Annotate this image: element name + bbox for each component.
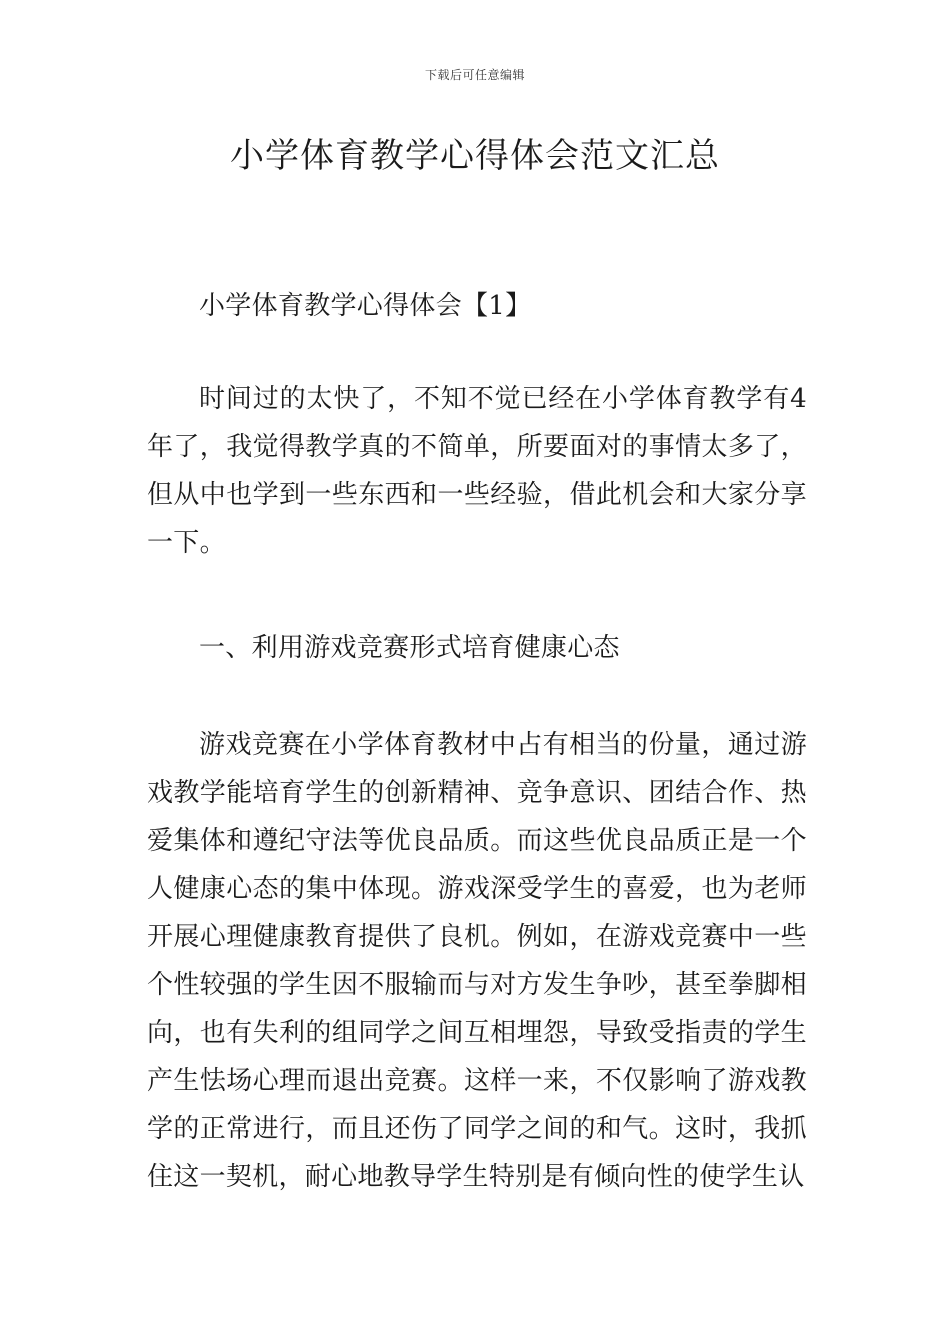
document-title: 小学体育教学心得体会范文汇总 [230,136,720,176]
section-heading: 一、利用游戏竞赛形式培育健康心态 [199,633,620,663]
header-note: 下载后可任意编辑 [424,68,525,82]
intro-paragraph: 时间过的太快了，不知不觉已经在小学体育教学有4年了，我觉得教学真的不简单，所要面对的事情太多了，但从中也学到一些东西和一些经验，借此机会和大家分享一下。 [147,384,807,558]
section-subheading: 小学体育教学心得体会【1】 [199,291,532,321]
body-paragraph: 游戏竞赛在小学体育教材中占有相当的份量，通过游戏教学能培育学生的创新精神、竞争意识、团结合作、热爱集体和遵纪守法等优良品质。而这些优良品质正是一个人健康心态的集中体现。游戏深受学生的喜爱，也为老师开展心理健康教育提供了良机。例如，在游戏竞赛中一些个性较强的学生因不服输而与对方发生争吵，甚至拳脚相向，也有失利的组同学之间互相埋怨，导致受指责的学生产生怯场心理而退出竞赛。这样一来，不仅影响了游戏教学的正常进行，而且还伤了同学之间的和气。这时，我抓住这一契机，耐心地教导学生特别是有倾向性的使学生认 [147,730,807,1192]
